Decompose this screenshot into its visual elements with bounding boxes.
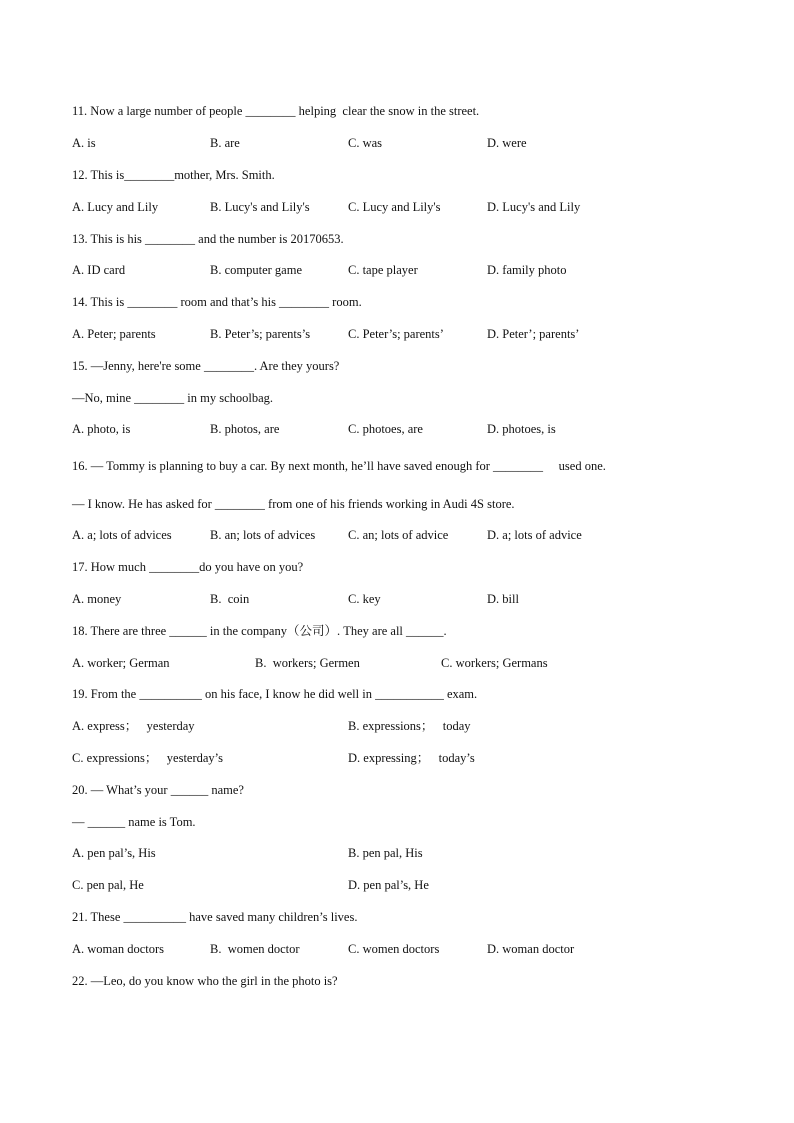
q15-option-c: C. photoes, are — [348, 422, 423, 436]
question-11-stem: 11. Now a large number of people ________ helping clear the snow in the street. — [72, 104, 480, 118]
q15-option-a: A. photo, is — [72, 422, 131, 436]
q12-option-c: C. Lucy and Lily's — [348, 200, 441, 214]
question-20-stem: 20. — What’s your ______ name? — [72, 783, 244, 797]
q12-option-b: B. Lucy's and Lily's — [210, 200, 310, 214]
q15-option-d: D. photoes, is — [487, 422, 556, 436]
question-15-stem: 15. —Jenny, here're some ________. Are they yours? — [72, 359, 340, 373]
question-12-stem: 12. This is________mother, Mrs. Smith. — [72, 168, 275, 182]
q13-option-b: B. computer game — [210, 263, 302, 277]
q14-option-d: D. Peter’; parents’ — [487, 327, 580, 341]
q16-option-b: B. an; lots of advices — [210, 528, 316, 542]
question-16-stem: 16. — Tommy is planning to buy a car. By next month, he’ll have saved enough for ________ used one. — [72, 459, 606, 473]
q14-option-b: B. Peter’s; parents’s — [210, 327, 311, 341]
q20-option-d: D. pen pal’s, He — [348, 878, 429, 892]
question-16-reply: — I know. He has asked for ________ from one of his friends working in Audi 4S store. — [72, 497, 515, 511]
q18-option-b: B. workers; Germen — [255, 656, 360, 670]
q12-option-d: D. Lucy's and Lily — [487, 200, 581, 214]
question-18-stem: 18. There are three ______ in the company（公司）. They are all ______. — [72, 624, 447, 638]
q11-option-c: C. was — [348, 136, 383, 150]
q14-option-c: C. Peter’s; parents’ — [348, 327, 444, 341]
question-13-stem: 13. This is his ________ and the number is 20170653. — [72, 232, 344, 246]
q16-option-a: A. a; lots of advices — [72, 528, 172, 542]
q14-option-a: A. Peter; parents — [72, 327, 156, 341]
q19-option-b: B. expressions； today — [348, 719, 471, 733]
question-20-reply: — ______ name is Tom. — [72, 815, 196, 829]
q19-option-c: C. expressions； yesterday’s — [72, 751, 224, 765]
q20-option-c: C. pen pal, He — [72, 878, 144, 892]
q12-option-a: A. Lucy and Lily — [72, 200, 159, 214]
q17-option-b: B. coin — [210, 592, 250, 606]
q11-option-d: D. were — [487, 136, 527, 150]
q20-option-a: A. pen pal’s, His — [72, 846, 156, 860]
q17-option-c: C. key — [348, 592, 381, 606]
q21-option-a: A. woman doctors — [72, 942, 164, 956]
q18-option-a: A. worker; German — [72, 656, 170, 670]
q13-option-c: C. tape player — [348, 263, 418, 277]
question-17-stem: 17. How much ________do you have on you? — [72, 560, 304, 574]
q13-option-a: A. ID card — [72, 263, 126, 277]
question-22-stem: 22. —Leo, do you know who the girl in the photo is? — [72, 974, 338, 988]
q17-option-d: D. bill — [487, 592, 519, 606]
q19-option-d: D. expressing； today’s — [348, 751, 475, 765]
question-15-reply: —No, mine ________ in my schoolbag. — [72, 391, 274, 405]
question-19-stem: 19. From the __________ on his face, I know he did well in ___________ exam. — [72, 687, 478, 701]
q11-option-a: A. is — [72, 136, 96, 150]
q21-option-d: D. woman doctor — [487, 942, 575, 956]
q13-option-d: D. family photo — [487, 263, 567, 277]
q16-option-d: D. a; lots of advice — [487, 528, 582, 542]
question-14-stem: 14. This is ________ room and that’s his ________ room. — [72, 295, 362, 309]
q19-option-a: A. express； yesterday — [72, 719, 195, 733]
q21-option-c: C. women doctors — [348, 942, 440, 956]
q16-option-c: C. an; lots of advice — [348, 528, 449, 542]
q18-option-c: C. workers; Germans — [441, 656, 548, 670]
q15-option-b: B. photos, are — [210, 422, 280, 436]
q17-option-a: A. money — [72, 592, 122, 606]
question-21-stem: 21. These __________ have saved many children’s lives. — [72, 910, 358, 924]
q21-option-b: B. women doctor — [210, 942, 300, 956]
q11-option-b: B. are — [210, 136, 240, 150]
q20-option-b: B. pen pal, His — [348, 846, 423, 860]
